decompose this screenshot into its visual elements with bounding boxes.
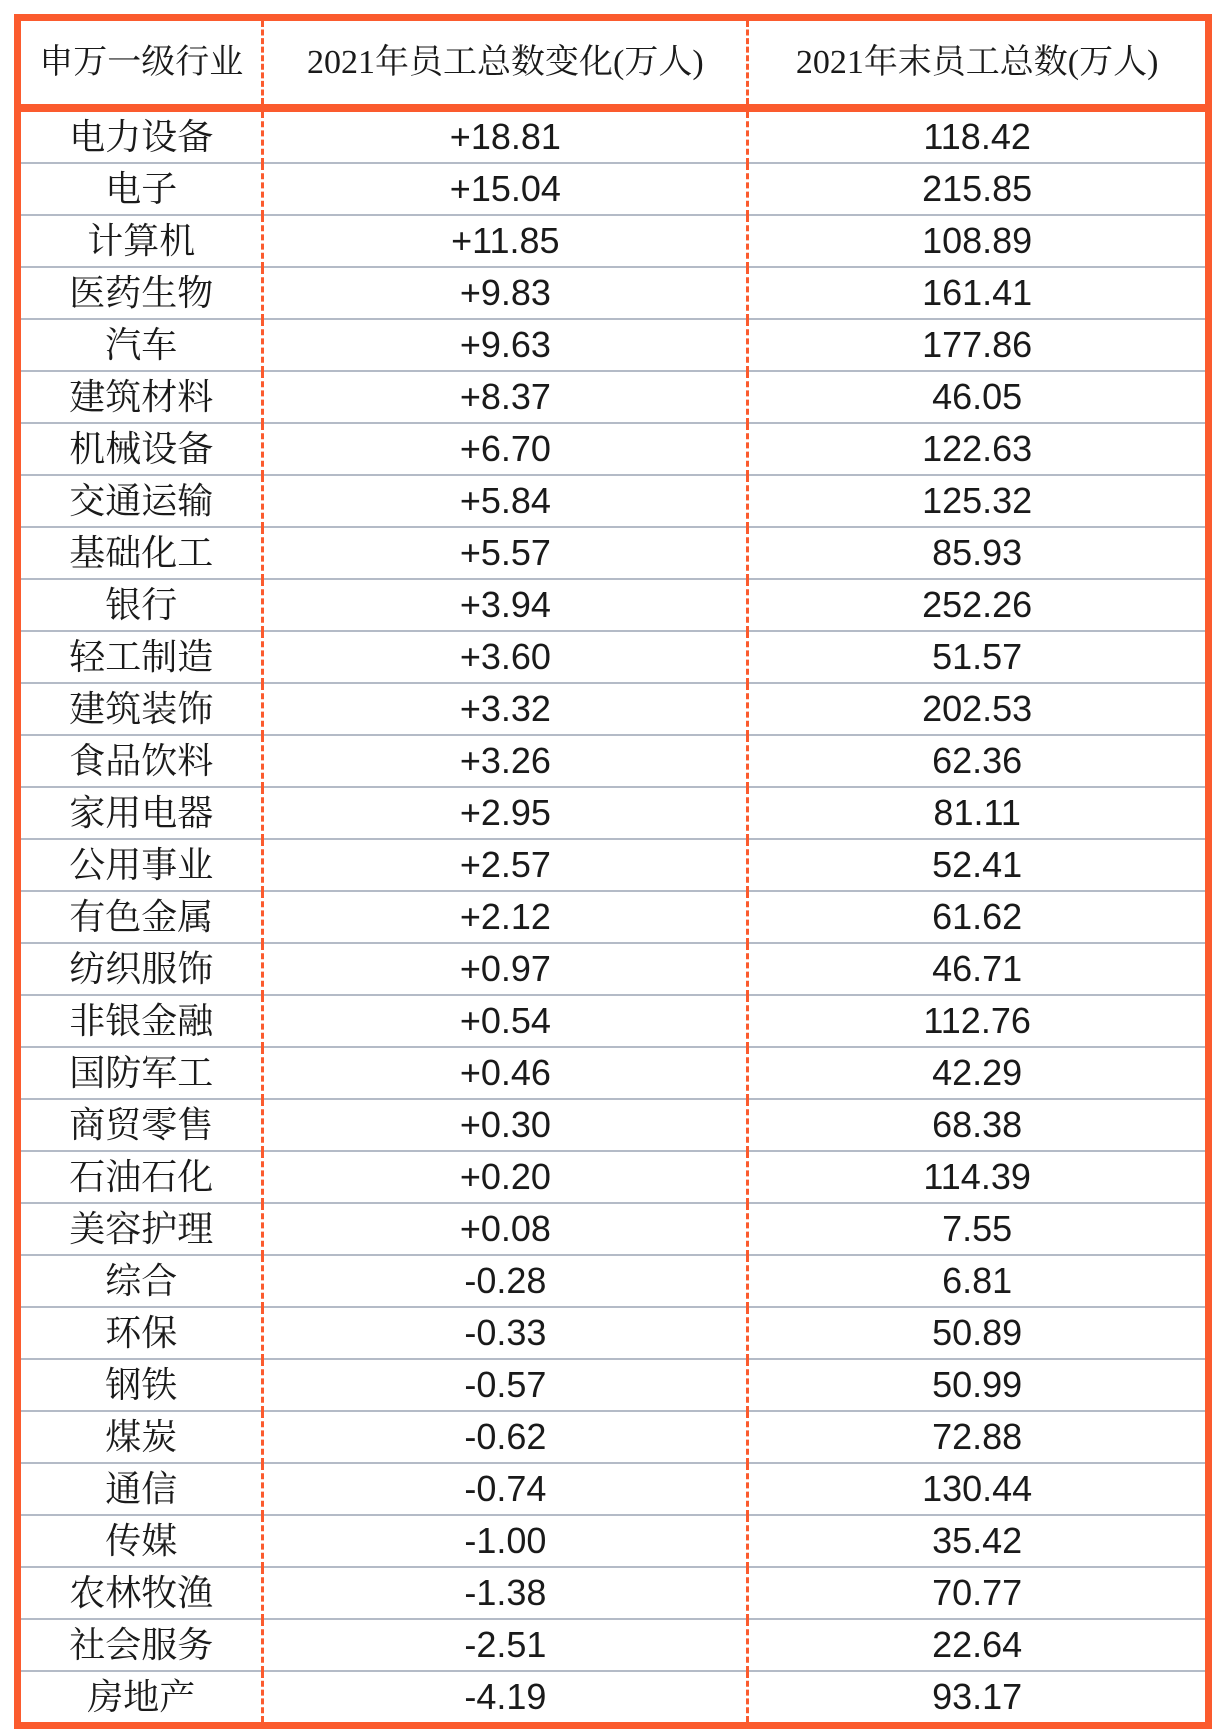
table-row: [18, 891, 1209, 943]
table-row: [18, 215, 1209, 267]
change-cell: +15.04: [263, 163, 748, 215]
table-row: [18, 108, 1209, 163]
industry-cell: 美容护理: [18, 1203, 263, 1255]
total-cell: 46.05: [932, 376, 1023, 417]
change-cell: -0.28: [263, 1255, 748, 1307]
change-cell: +3.26: [263, 735, 748, 787]
table-row: [18, 1359, 1209, 1411]
industry-cell: 食品饮料: [18, 735, 263, 787]
total-cell: 50.89: [932, 1312, 1023, 1353]
total-cell: 161.41: [922, 272, 1033, 313]
change-cell: -0.33: [263, 1307, 748, 1359]
total-cell: 93.17: [932, 1676, 1023, 1717]
total-cell: 215.85: [922, 168, 1033, 209]
change-cell: +11.85: [263, 215, 748, 267]
total-cell: 122.63: [922, 428, 1033, 469]
change-cell: +0.08: [263, 1203, 748, 1255]
table-row: [18, 631, 1209, 683]
table-row: [18, 1619, 1209, 1671]
table-body: [18, 108, 1209, 1726]
table-row: [18, 1099, 1209, 1151]
industry-cell: 建筑装饰: [18, 683, 263, 735]
total-cell: 118.42: [923, 116, 1031, 157]
table-row: [18, 1515, 1209, 1567]
total-cell: 81.11: [933, 792, 1021, 833]
change-cell: -1.38: [263, 1567, 748, 1619]
change-cell: +9.83: [263, 267, 748, 319]
industry-cell: 有色金属: [18, 891, 263, 943]
industry-cell: 电子: [18, 163, 263, 215]
total-cell: 46.71: [932, 948, 1023, 989]
industry-cell: 公用事业: [18, 839, 263, 891]
total-cell: 42.29: [932, 1052, 1023, 1093]
change-cell: +5.84: [263, 475, 748, 527]
table-row: [18, 371, 1209, 423]
industry-cell: 医药生物: [18, 267, 263, 319]
total-cell: 50.99: [932, 1364, 1023, 1405]
industry-cell: 纺织服饰: [18, 943, 263, 995]
industry-cell: 社会服务: [18, 1619, 263, 1671]
change-cell: -4.19: [263, 1671, 748, 1726]
change-cell: +5.57: [263, 527, 748, 579]
total-cell: 7.55: [942, 1208, 1013, 1249]
table-row: [18, 839, 1209, 891]
total-cell: 61.62: [932, 896, 1023, 937]
industry-cell: 汽车: [18, 319, 263, 371]
total-cell: 125.32: [922, 480, 1033, 521]
total-cell: 114.39: [923, 1156, 1031, 1197]
table-row: [18, 319, 1209, 371]
total-cell: 85.93: [932, 532, 1023, 573]
industry-cell: 计算机: [18, 215, 263, 267]
table-row: [18, 423, 1209, 475]
table-row: [18, 1463, 1209, 1515]
total-cell: 68.38: [932, 1104, 1023, 1145]
industry-cell: 房地产: [18, 1671, 263, 1726]
industry-cell: 电力设备: [18, 108, 263, 163]
employee-change-table: [14, 14, 1212, 1729]
change-cell: +0.46: [263, 1047, 748, 1099]
total-cell: 72.88: [932, 1416, 1023, 1457]
change-cell: +9.63: [263, 319, 748, 371]
table-row: [18, 267, 1209, 319]
industry-cell: 商贸零售: [18, 1099, 263, 1151]
industry-cell: 轻工制造: [18, 631, 263, 683]
industry-cell: 非银金融: [18, 995, 263, 1047]
total-cell: 51.57: [932, 636, 1023, 677]
change-cell: +2.12: [263, 891, 748, 943]
change-cell: -0.62: [263, 1411, 748, 1463]
change-cell: +3.94: [263, 579, 748, 631]
industry-cell: 机械设备: [18, 423, 263, 475]
change-cell: -0.57: [263, 1359, 748, 1411]
total-cell: 70.77: [932, 1572, 1023, 1613]
change-cell: +3.32: [263, 683, 748, 735]
industry-cell: 环保: [18, 1307, 263, 1359]
industry-cell: 银行: [18, 579, 263, 631]
industry-cell: 农林牧渔: [18, 1567, 263, 1619]
table-row: [18, 1307, 1209, 1359]
table-row: [18, 683, 1209, 735]
table-row: [18, 163, 1209, 215]
table-row: [18, 1411, 1209, 1463]
industry-cell: 钢铁: [18, 1359, 263, 1411]
table-row: [18, 995, 1209, 1047]
col-header-change-2021: 2021年员工总数变化(万人): [263, 18, 748, 109]
total-cell: 52.41: [932, 844, 1023, 885]
total-cell: 62.36: [932, 740, 1023, 781]
industry-cell: 交通运输: [18, 475, 263, 527]
industry-cell: 石油石化: [18, 1151, 263, 1203]
industry-cell: 国防军工: [18, 1047, 263, 1099]
industry-cell: 传媒: [18, 1515, 263, 1567]
change-cell: +0.54: [263, 995, 748, 1047]
total-cell: 112.76: [923, 1000, 1031, 1041]
total-cell: 130.44: [922, 1468, 1033, 1509]
table-row: [18, 1255, 1209, 1307]
industry-cell: 综合: [18, 1255, 263, 1307]
table-row: [18, 1047, 1209, 1099]
change-cell: +8.37: [263, 371, 748, 423]
industry-employee-table: [14, 14, 1212, 1729]
change-cell: +0.20: [263, 1151, 748, 1203]
change-cell: +18.81: [263, 108, 748, 163]
table-row: [18, 943, 1209, 995]
table-row: [18, 475, 1209, 527]
total-cell: 22.64: [932, 1624, 1023, 1665]
table-row: [18, 1671, 1209, 1726]
table-row: [18, 1203, 1209, 1255]
industry-cell: 建筑材料: [18, 371, 263, 423]
table-row: [18, 527, 1209, 579]
change-cell: +3.60: [263, 631, 748, 683]
industry-cell: 家用电器: [18, 787, 263, 839]
col-header-industry: 申万一级行业: [18, 18, 263, 109]
change-cell: +2.57: [263, 839, 748, 891]
change-cell: -2.51: [263, 1619, 748, 1671]
industry-cell: 通信: [18, 1463, 263, 1515]
industry-cell: 煤炭: [18, 1411, 263, 1463]
col-header-total-2021: 2021年末员工总数(万人): [748, 18, 1209, 109]
change-cell: +6.70: [263, 423, 748, 475]
total-cell: 252.26: [922, 584, 1033, 625]
table-row: [18, 787, 1209, 839]
table-row: [18, 1151, 1209, 1203]
header-row: [18, 18, 1209, 109]
table-row: [18, 1567, 1209, 1619]
total-cell: 177.86: [922, 324, 1033, 365]
change-cell: +2.95: [263, 787, 748, 839]
change-cell: +0.30: [263, 1099, 748, 1151]
total-cell: 35.42: [932, 1520, 1023, 1561]
total-cell: 6.81: [942, 1260, 1013, 1301]
total-cell: 108.89: [922, 220, 1033, 261]
change-cell: -0.74: [263, 1463, 748, 1515]
change-cell: +0.97: [263, 943, 748, 995]
table-row: [18, 579, 1209, 631]
table-row: [18, 735, 1209, 787]
total-cell: 202.53: [922, 688, 1033, 729]
industry-cell: 基础化工: [18, 527, 263, 579]
change-cell: -1.00: [263, 1515, 748, 1567]
